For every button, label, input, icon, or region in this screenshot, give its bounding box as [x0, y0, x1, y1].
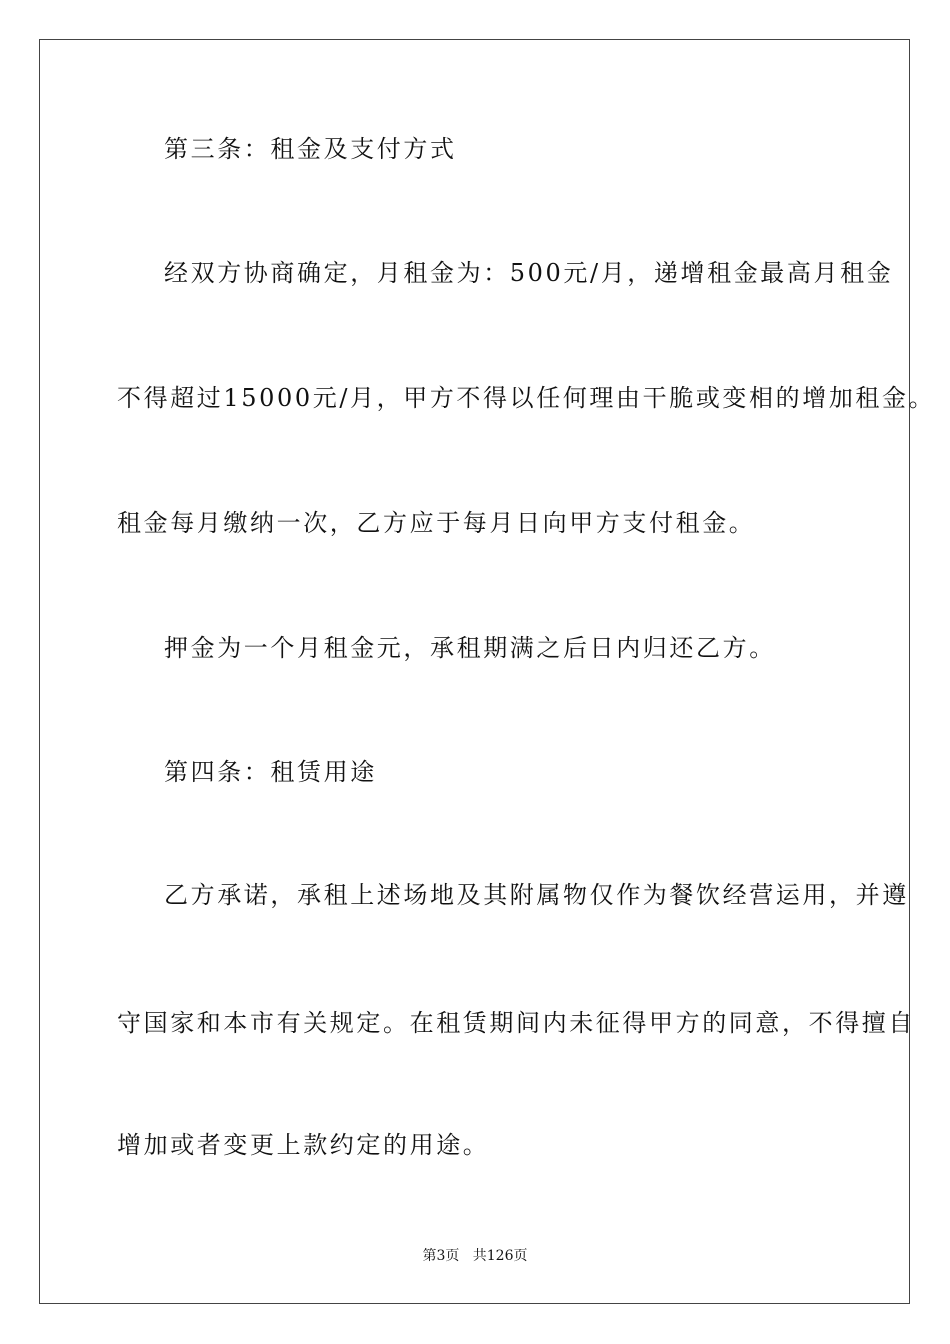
- paragraph-line: 守国家和本市有关规定。在租赁期间内未征得甲方的同意，不得擅自: [117, 1009, 915, 1037]
- total-pages: 共126页: [472, 1248, 528, 1264]
- paragraph-line: 押金为一个月租金元，承租期满之后日内归还乙方。: [164, 634, 776, 662]
- page-number: 第3页: [422, 1248, 460, 1264]
- page-border: [39, 39, 910, 1304]
- paragraph-line: 经双方协商确定，月租金为：500元/月，递增租金最高月租金: [164, 259, 894, 287]
- paragraph-line: 增加或者变更上款约定的用途。: [117, 1131, 490, 1159]
- page-footer: [0, 1247, 950, 1265]
- paragraph-line: 不得超过15000元/月，甲方不得以任何理由干脆或变相的增加租金。: [117, 384, 936, 412]
- paragraph-line: 乙方承诺，承租上述场地及其附属物仅作为餐饮经营运用，并遵: [164, 881, 909, 909]
- section-heading-article-3: 第三条：租金及支付方式: [164, 135, 457, 163]
- section-heading-article-4: 第四条：租赁用途: [164, 758, 377, 786]
- paragraph-line: 租金每月缴纳一次，乙方应于每月日向甲方支付租金。: [117, 509, 756, 537]
